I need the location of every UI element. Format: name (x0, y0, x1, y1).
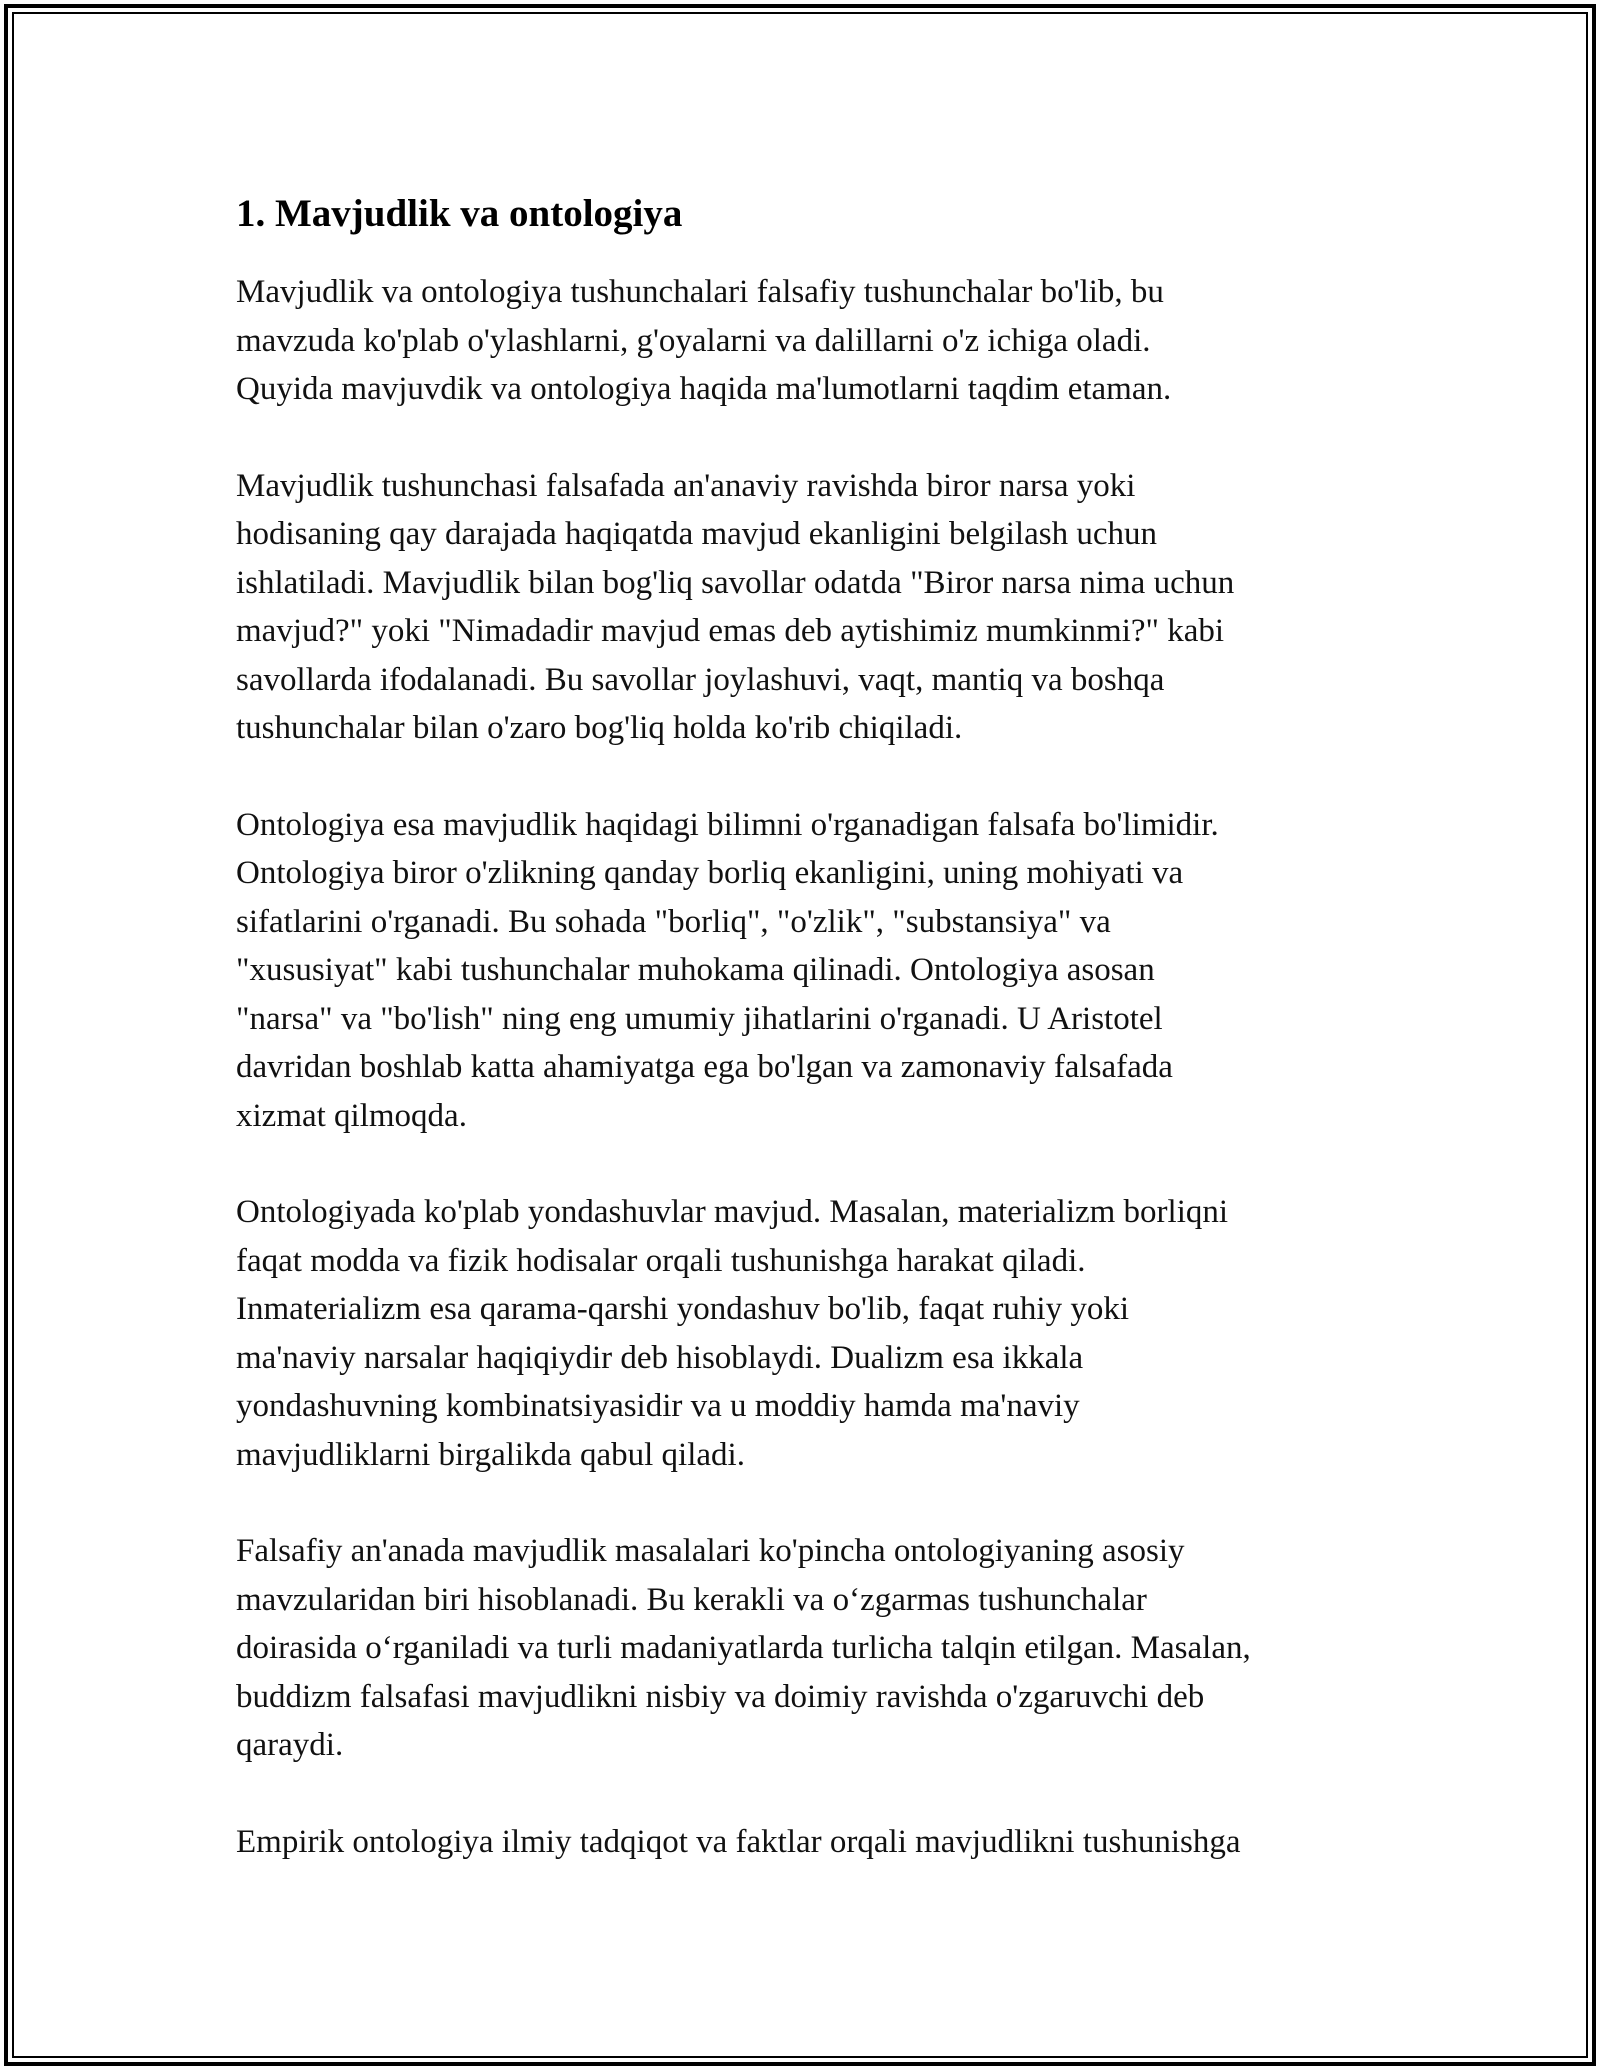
text-line: savollarda ifodalanadi. Bu savollar joylashuvi, vaqt, mantiq va boshqa (236, 661, 1165, 698)
text-line: ma'naviy narsalar haqiqiydir deb hisoblaydi. Dualizm esa ikkala (236, 1339, 1084, 1376)
text-line: Ontologiya esa mavjudlik haqidagi bilimni o'rganadigan falsafa bo'limidir. (236, 806, 1219, 843)
section-heading: 1. Mavjudlik va ontologiya (236, 192, 683, 235)
paragraph-intro (236, 268, 1376, 414)
text-line: mavzuda ko'plab o'ylashlarni, g'oyalarni va dalillarni o'z ichiga oladi. (236, 322, 1151, 359)
text-line: davridan boshlab katta ahamiyatga ega bo'lgan va zamonaviy falsafada (236, 1049, 1173, 1085)
text-line: buddizm falsafasi mavjudlikni nisbiy va doimiy ravishda o'zgaruvchi deb (236, 1678, 1205, 1715)
text-line: Empirik ontologiya ilmiy tadqiqot va faktlar orqali mavjudlikni tushunishga (236, 1823, 1241, 1860)
text-line: mavjud?" yoki "Nimadadir mavjud emas deb aytishimiz mumkinmi?" kabi (236, 613, 1225, 649)
text-line: sifatlarini o'rganadi. Bu sohada "borliq", "o'zlik", "substansiya" va (236, 903, 1111, 940)
text-line: doirasida o‘rganiladi va turli madaniyatlarda turlicha talqin etilgan. Masalan, (236, 1630, 1251, 1666)
text-line: Mavjudlik tushunchasi falsafada an'anaviy ravishda biror narsa yoki (236, 467, 1136, 504)
paragraph-tradition (236, 1527, 1376, 1770)
document-body (236, 190, 1376, 1914)
text-line: qaraydi. (236, 1727, 344, 1763)
text-line: Mavjudlik va ontologiya tushunchalari falsafiy tushunchalar bo'lib, bu (236, 274, 1164, 310)
text-line: Ontologiya biror o'zlikning qanday borliq ekanligini, uning mohiyati va (236, 855, 1184, 891)
text-line: yondashuvning kombinatsiyasidir va u moddiy hamda ma'naviy (236, 1388, 1080, 1424)
paragraph-approaches (236, 1188, 1376, 1479)
text-line: hodisaning qay darajada haqiqatda mavjud ekanligini belgilash uchun (236, 516, 1157, 552)
text-line: mavzularidan biri hisoblanadi. Bu kerakli va o‘zgarmas tushunchalar (236, 1581, 1147, 1618)
paragraph-empirical (236, 1818, 1376, 1867)
text-line: faqat modda va fizik hodisalar orqali tushunishga harakat qiladi. (236, 1242, 1086, 1279)
paragraph-ontology (236, 801, 1376, 1141)
text-line: tushunchalar bilan o'zaro bog'liq holda ko'rib chiqiladi. (236, 710, 963, 746)
text-line: Inmaterializm esa qarama-qarshi yondashuv bo'lib, faqat ruhiy yoki (236, 1291, 1129, 1327)
text-line: xizmat qilmoqda. (236, 1097, 467, 1134)
text-line: "xususiyat" kabi tushunchalar muhokama qilinadi. Ontologiya asosan (236, 952, 1155, 988)
text-line: ishlatiladi. Mavjudlik bilan bog'liq savollar odatda "Biror narsa nima uchun (236, 564, 1235, 601)
text-line: Ontologiyada ko'plab yondashuvlar mavjud. Masalan, materializm borliqni (236, 1194, 1229, 1230)
text-line: "narsa" va "bo'lish" ning eng umumiy jihatlarini o'rganadi. U Aristotel (236, 1000, 1163, 1037)
text-line: mavjudliklarni birgalikda qabul qiladi. (236, 1436, 745, 1473)
text-line: Falsafiy an'anada mavjudlik masalalari ko'pincha ontologiyaning asosiy (236, 1533, 1185, 1569)
text-line: Quyida mavjuvdik va ontologiya haqida ma'lumotlarni taqdim etaman. (236, 371, 1172, 407)
paragraph-existence (236, 462, 1376, 753)
